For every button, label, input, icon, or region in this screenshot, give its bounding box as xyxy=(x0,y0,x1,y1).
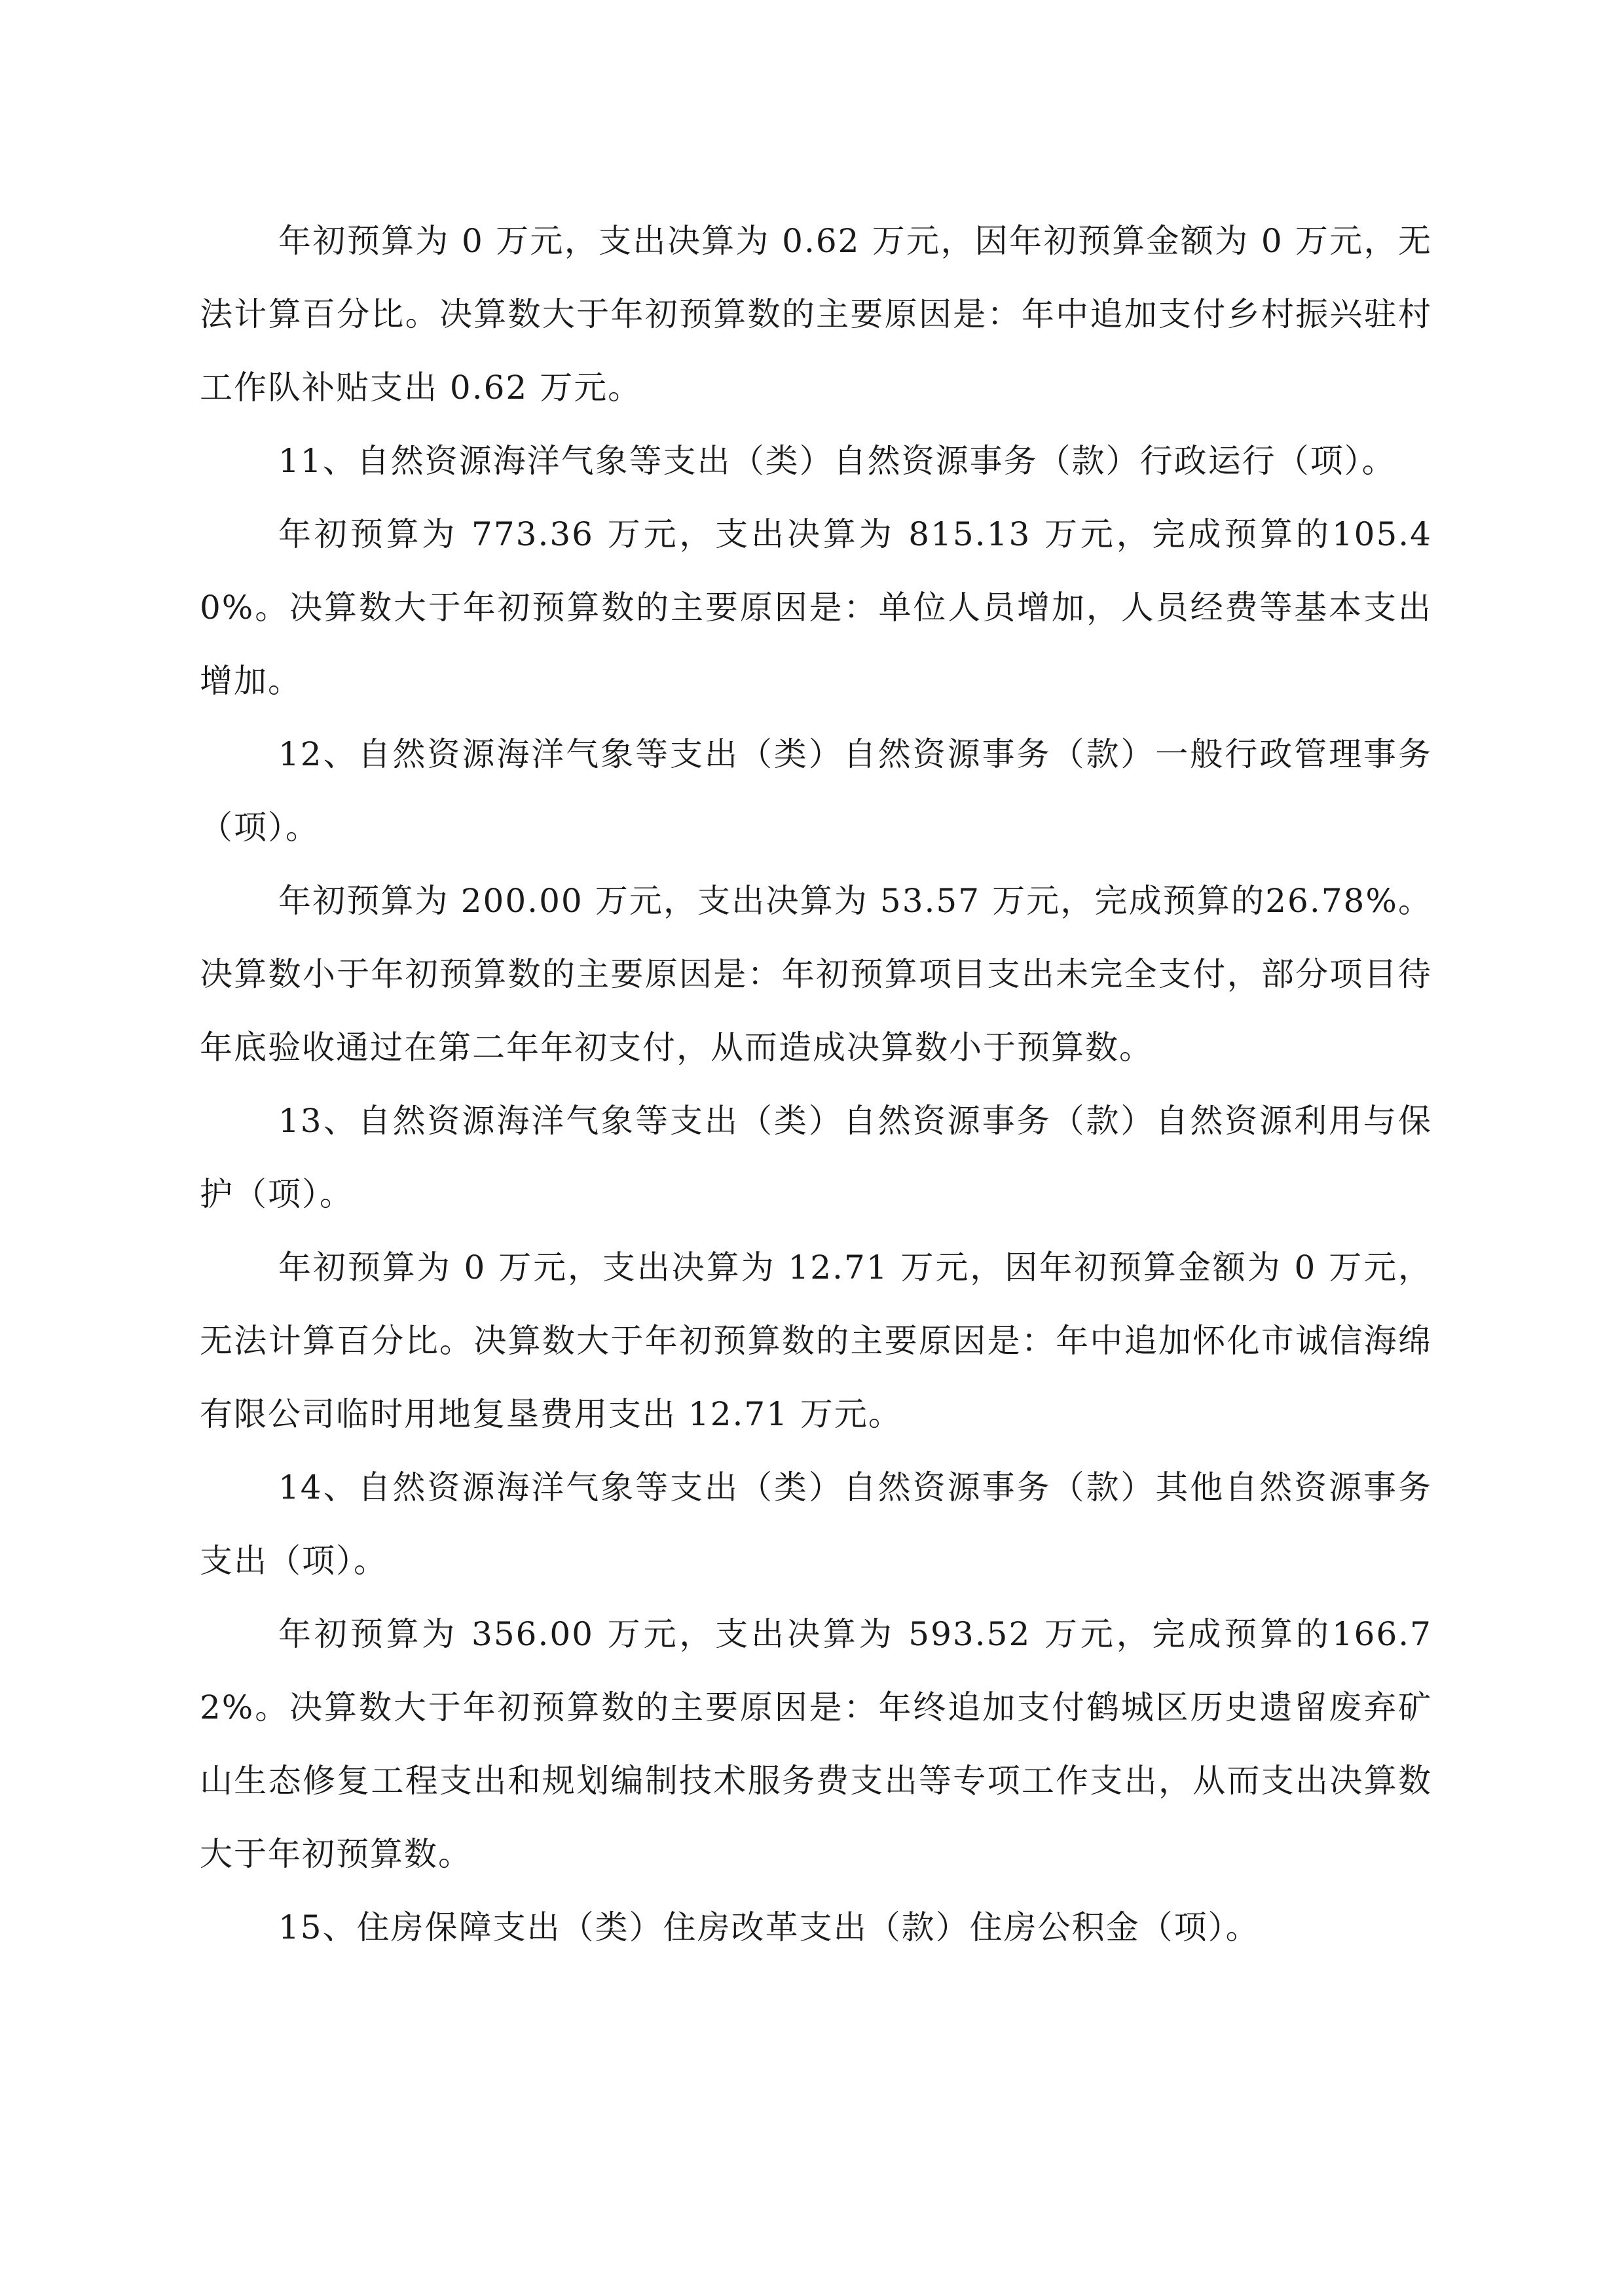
heading-item-12-general-administration: 12、自然资源海洋气象等支出（类）自然资源事务（款）一般行政管理事务（项）。 xyxy=(200,735,1432,847)
paragraph-item-13-explanation: 年初预算为 0 万元，支出决算为 12.71 万元，因年初预算金额为 0 万元，无法计算百分比。决算数大于年初预算数的主要原因是：年中追加怀化市诚信海绵有限公司临时用地复垦费用支出 12.71 万元。 xyxy=(200,1248,1432,1433)
paragraph-item-12-explanation: 年初预算为 200.00 万元，支出决算为 53.57 万元，完成预算的26.78%。决算数小于年初预算数的主要原因是：年初预算项目支出未完全支付，部分项目待年底验收通过在第二年年初支付，从而造成决算数小于预算数。 xyxy=(200,882,1432,1066)
paragraph-item-11-explanation: 年初预算为 773.36 万元，支出决算为 815.13 万元，完成预算的105.40%。决算数大于年初预算数的主要原因是：单位人员增加，人员经费等基本支出增加。 xyxy=(200,515,1432,700)
heading-item-14-other-resource-affairs: 14、自然资源海洋气象等支出（类）自然资源事务（款）其他自然资源事务支出（项）。 xyxy=(200,1468,1432,1580)
paragraph-item-14-explanation: 年初预算为 356.00 万元，支出决算为 593.52 万元，完成预算的166.72%。决算数大于年初预算数的主要原因是：年终追加支付鹤城区历史遗留废弃矿山生态修复工程支出和规划编制技术服务费支出等专项工作支出，从而支出决算数大于年初预算数。 xyxy=(200,1615,1432,1873)
document-body xyxy=(200,204,1432,1964)
heading-item-15-housing-provident-fund: 15、住房保障支出（类）住房改革支出（款）住房公积金（项）。 xyxy=(278,1908,1260,1946)
paragraph-budget-rural-revitalization: 年初预算为 0 万元，支出决算为 0.62 万元，因年初预算金额为 0 万元，无法计算百分比。决算数大于年初预算数的主要原因是：年中追加支付乡村振兴驻村工作队补贴支出 0.62 万元。 xyxy=(200,222,1432,407)
heading-item-13-resource-utilization: 13、自然资源海洋气象等支出（类）自然资源事务（款）自然资源利用与保护（项）。 xyxy=(200,1102,1432,1213)
heading-item-11-administrative-operation: 11、自然资源海洋气象等支出（类）自然资源事务（款）行政运行（项）。 xyxy=(278,442,1396,480)
